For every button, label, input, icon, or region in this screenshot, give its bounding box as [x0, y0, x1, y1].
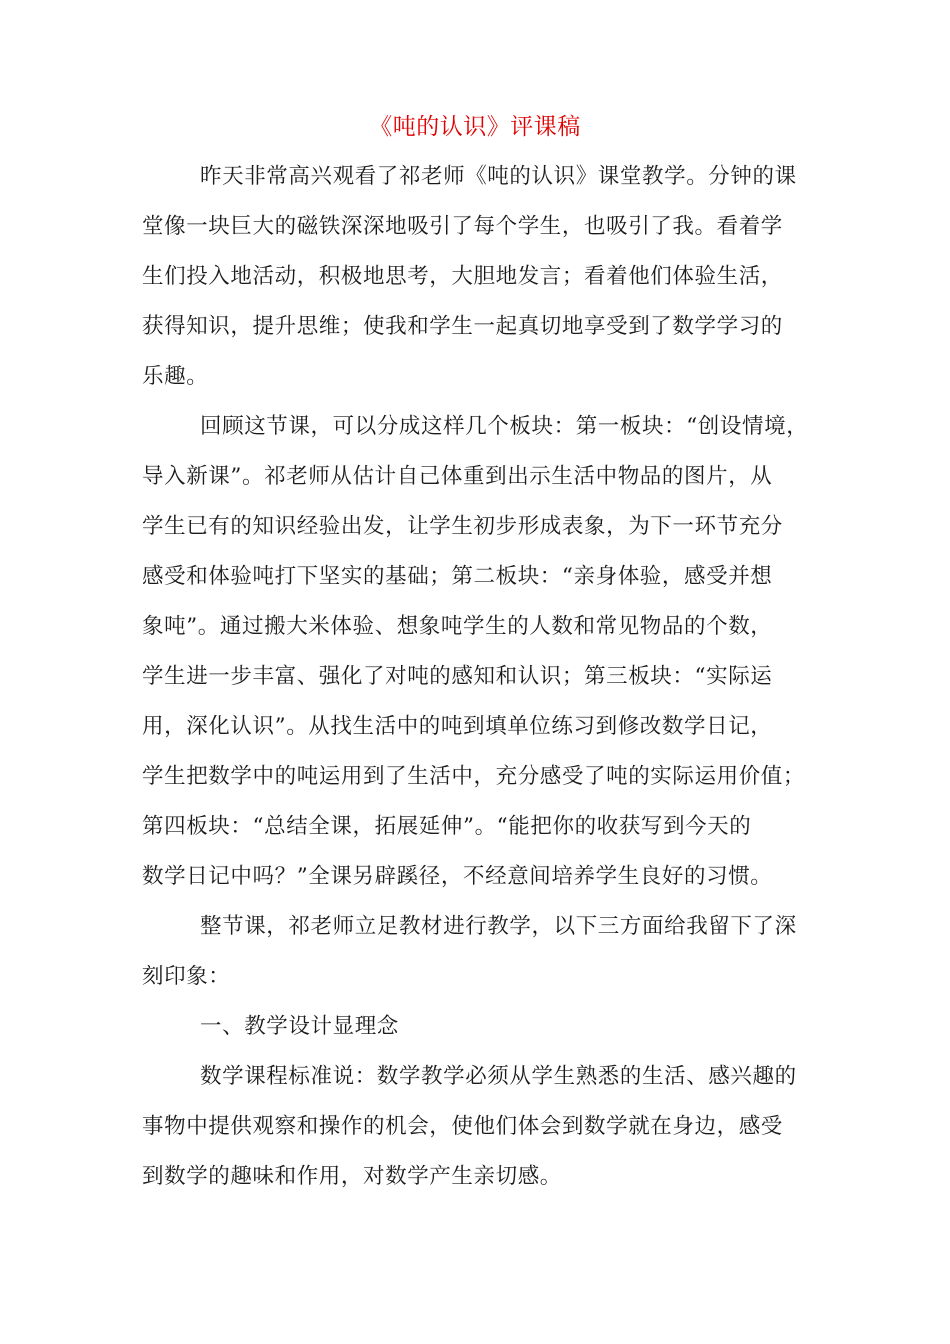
text-line: 堂像一块巨大的磁铁深深地吸引了每个学生，也吸引了我。看着学 — [142, 214, 783, 239]
text-line: 数学日记中吗？”全课另辟蹊径，不经意间培养学生良好的习惯。 — [142, 864, 773, 889]
text-line: 生们投入地活动，积极地思考，大胆地发言；看着他们体验生活， — [142, 264, 783, 289]
text-line: 学生把数学中的吨运用到了生活中，充分感受了吨的实际运用价值； — [142, 764, 806, 789]
text-line: 感受和体验吨打下坚实的基础；第二板块：“亲身体验，感受并想 — [142, 564, 773, 589]
text-line: 回顾这节课，可以分成这样几个板块：第一板块：“创设情境， — [200, 414, 809, 439]
text-line: 事物中提供观察和操作的机会，使他们体会到数学就在身边，感受 — [142, 1114, 783, 1139]
text-line: 刻印象： — [142, 964, 231, 989]
text-line: 获得知识，提升思维；使我和学生一起真切地享受到了数学学习的 — [142, 314, 783, 339]
text-line: 用，深化认识”。从找生活中的吨到填单位练习到修改数学日记， — [142, 714, 773, 739]
document-body — [142, 152, 822, 1202]
text-line: 学生进一步丰富、强化了对吨的感知和认识；第三板块：“实际运 — [142, 664, 773, 689]
text-line: 学生已有的知识经验出发，让学生初步形成表象，为下一环节充分 — [142, 514, 783, 539]
text-line: 整节课，祁老师立足教材进行教学，以下三方面给我留下了深 — [200, 914, 797, 939]
text-line: 第四板块：“总结全课，拓展延伸”。“能把你的收获写到今天的 — [142, 814, 752, 839]
text-line: 到数学的趣味和作用，对数学产生亲切感。 — [142, 1164, 562, 1189]
text-line: 昨天非常高兴观看了祁老师《吨的认识》课堂教学。分钟的课 — [200, 164, 797, 189]
text-line: 数学课程标准说：数学教学必须从学生熟悉的生活、感兴趣的 — [200, 1064, 797, 1089]
section-heading: 一、教学设计显理念 — [200, 1014, 399, 1039]
text-line: 导入新课”。祁老师从估计自己体重到出示生活中物品的图片，从 — [142, 464, 773, 489]
text-line: 乐趣。 — [142, 364, 209, 389]
document-title: 《吨的认识》评课稿 — [369, 114, 581, 140]
text-line: 象吨”。通过搬大米体验、想象吨学生的人数和常见物品的个数， — [142, 614, 773, 639]
